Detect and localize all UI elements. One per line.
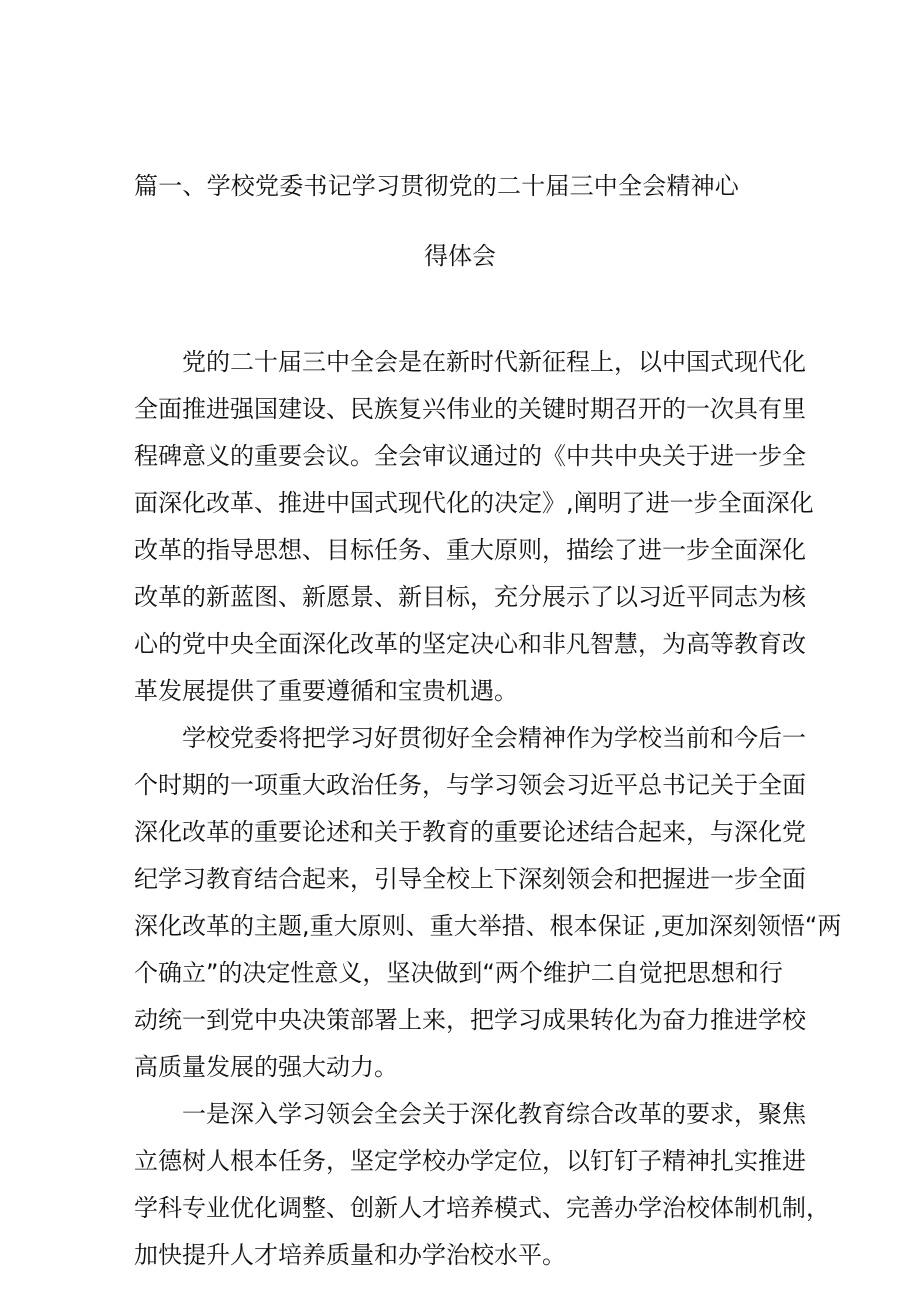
paragraph-line: 个时期的一项重大政治任务，与学习领会习近平总书记关于全面 bbox=[134, 771, 806, 799]
document-body bbox=[134, 339, 842, 1279]
paragraph-line: 学校党委将把学习好贯彻好全会精神作为学校当前和今后一 bbox=[182, 724, 806, 752]
document-title-continuation: 得体会 bbox=[424, 242, 496, 270]
paragraph-1 bbox=[134, 339, 814, 715]
paragraph-line: 高质量发展的强大动力。 bbox=[134, 1053, 398, 1081]
paragraph-line: 改革的指导思想、目标任务、重大原则，描绘了进一步全面深化 bbox=[134, 536, 806, 564]
paragraph-line: 一是深入学习领会全会关于深化教育综合改革的要求，聚焦 bbox=[182, 1100, 806, 1128]
paragraph-line: 加快提升人才培养质量和办学治校水平。 bbox=[134, 1241, 566, 1269]
paragraph-line: 深化改革的主题,重大原则、重大举措、根本保证 ,更加深刻领悟“两 bbox=[134, 912, 842, 940]
paragraph-line: 程碑意义的重要会议。全会审议通过的《中共中央关于进一步全 bbox=[134, 442, 806, 470]
document-title: 篇一、学校党委书记学习贯彻党的二十届三中全会精神心 bbox=[134, 172, 739, 200]
paragraph-line: 个确立”的决定性意义，坚决做到“两个维护二自觉把思想和行 bbox=[134, 959, 783, 987]
paragraph-3 bbox=[134, 1091, 830, 1279]
paragraph-line: 心的党中央全面深化改革的坚定决心和非凡智慧，为高等教育改 bbox=[134, 630, 806, 658]
paragraph-line: 革发展提供了重要遵循和宝贵机遇。 bbox=[134, 677, 518, 705]
paragraph-line: 全面推进强国建设、民族复兴伟业的关键时期召开的一次具有里 bbox=[134, 395, 806, 423]
paragraph-2 bbox=[134, 715, 842, 1091]
paragraph-line: 学科专业优化调整、创新人才培养模式、完善办学治校体制机制， bbox=[134, 1194, 830, 1222]
paragraph-line: 立德树人根本任务，坚定学校办学定位，以钉钉子精神扎实推进 bbox=[134, 1147, 806, 1175]
paragraph-line: 面深化改革、推进中国式现代化的决定》,阐明了进一步全面深化 bbox=[134, 489, 814, 517]
paragraph-line: 动统一到党中央决策部署上来，把学习成果转化为奋力推进学校 bbox=[134, 1006, 806, 1034]
paragraph-line: 党的二十届三中全会是在新时代新征程上，以中国式现代化 bbox=[182, 348, 806, 376]
paragraph-line: 纪学习教育结合起来，引导全校上下深刻领会和把握进一步全面 bbox=[134, 865, 806, 893]
paragraph-line: 改革的新蓝图、新愿景、新目标，充分展示了以习近平同志为核 bbox=[134, 583, 806, 611]
paragraph-line: 深化改革的重要论述和关于教育的重要论述结合起来，与深化党 bbox=[134, 818, 806, 846]
